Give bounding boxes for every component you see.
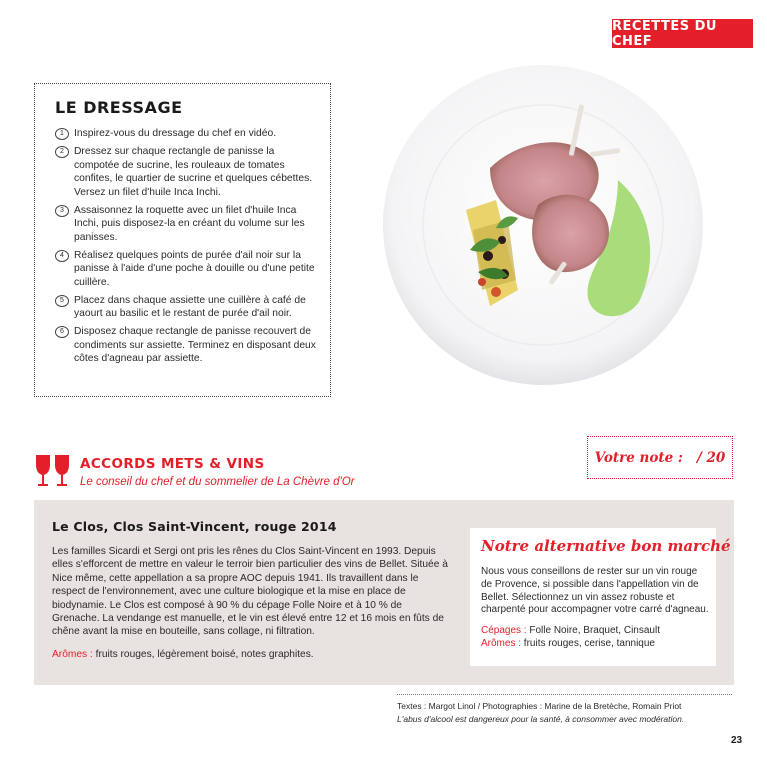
step-number: 1: [55, 128, 69, 140]
dressage-step: [55, 325, 316, 366]
step-text: Réalisez quelques points de purée d'ail noir sur la panisse à l'aide d'une poche à douille ou d'une petite cuillère.: [74, 249, 315, 288]
wine-title: Le Clos, Clos Saint-Vincent, rouge 2014: [52, 519, 337, 534]
alt-aromes-label: Arômes :: [481, 638, 522, 649]
wine-glasses-icon: [34, 453, 72, 489]
rating-label: Votre note :: [594, 449, 683, 466]
step-number: 6: [55, 326, 69, 338]
dressage-step: [55, 127, 316, 141]
dressage-title: LE DRESSAGE: [55, 98, 183, 117]
dressage-step: [55, 294, 316, 321]
step-number: 4: [55, 250, 69, 262]
step-number: 5: [55, 295, 69, 307]
rating-box: [587, 436, 733, 479]
accords-title: ACCORDS METS & VINS: [80, 456, 265, 472]
accords-header: [34, 451, 434, 495]
alternative-title: Notre alternative bon marché: [481, 537, 731, 555]
dressage-box: [34, 83, 331, 397]
cepages-label: Cépages :: [481, 625, 527, 636]
alternative-card: [470, 528, 731, 666]
section-tag: RECETTES DU CHEF: [612, 19, 753, 48]
alt-aromes-value: fruits rouges, cerise, tannique: [523, 638, 655, 649]
credits-text: Textes : Margot Linol / Photographies : Marine de la Bretèche, Romain Priot: [397, 701, 682, 711]
rating-scale: / 20: [696, 449, 726, 466]
dressage-step: [55, 145, 316, 199]
alternative-cepages: [481, 625, 660, 636]
step-text: Placez dans chaque assiette une cuillère à café de yaourt au basilic et le restant de purée d'ail noir.: [74, 294, 306, 319]
dressage-steps: [55, 127, 316, 366]
credits: [397, 694, 732, 727]
wine-description: Les familles Sicardi et Sergi ont pris les rênes du Clos Saint-Vincent en 1993. Depuis elles s'efforcent de mettre en valeur le terroir bien particulier des vins de Bellet. Située à Nice même, cette appellation a sa propre AOC depuis 1941. Ils travaillent dans le respect de l'environnement, avec une culture biologique et la mise en place de biodynamie. Le Clos est composé à 90 % du cépage Folle Noire et à 10 % de Grenache. La vendange est manuelle, et le vin est élevé entre 12 et 16 mois en fûts de chêne avant la mise en bouteille, sans collage, ni filtration.: [52, 546, 448, 638]
alcohol-warning: L'abus d'alcool est dangereux pour la santé, à consommer avec modération.: [397, 714, 685, 724]
wine-aromes-label: Arômes :: [52, 649, 93, 660]
step-number: 3: [55, 205, 69, 217]
page-number: 23: [731, 735, 743, 746]
step-number: 2: [55, 146, 69, 158]
dressage-step: [55, 249, 316, 290]
accords-subtitle: Le conseil du chef et du sommelier de La Chèvre d'Or: [80, 476, 355, 488]
wine-aromes: [52, 649, 452, 660]
step-text: Disposez chaque rectangle de panisse recouvert de condiments sur assiette. Terminez en disposant deux côtes d'agneau par assiette.: [74, 326, 316, 364]
step-text: Dressez sur chaque rectangle de panisse la compotée de sucrine, les rouleaux de tomates confites, le quartier de sucrine et quelques cébettes. Versez un filet d'huile Inca Inchi.: [74, 146, 313, 198]
step-text: Assaisonnez la roquette avec un filet d'huile Inca Inchi, puis disposez-la en créant du volume sur les panisses.: [74, 204, 305, 243]
wine-aromes-value: fruits rouges, légèrement boisé, notes graphites.: [95, 649, 314, 660]
alternative-text: Nous vous conseillons de rester sur un vin rouge de Provence, si possible dans l'appellation vin de Bellet. Sélectionnez un vin assez robuste et charpenté pour accompagner votre carré d'agneau.: [481, 566, 709, 616]
cepages-value: Folle Noire, Braquet, Cinsault: [529, 625, 660, 636]
step-text: Inspirez-vous du dressage du chef en vidéo.: [74, 128, 277, 139]
alternative-aromes: [481, 638, 655, 649]
dressage-step: [55, 204, 316, 245]
dish-photo: [378, 60, 708, 390]
